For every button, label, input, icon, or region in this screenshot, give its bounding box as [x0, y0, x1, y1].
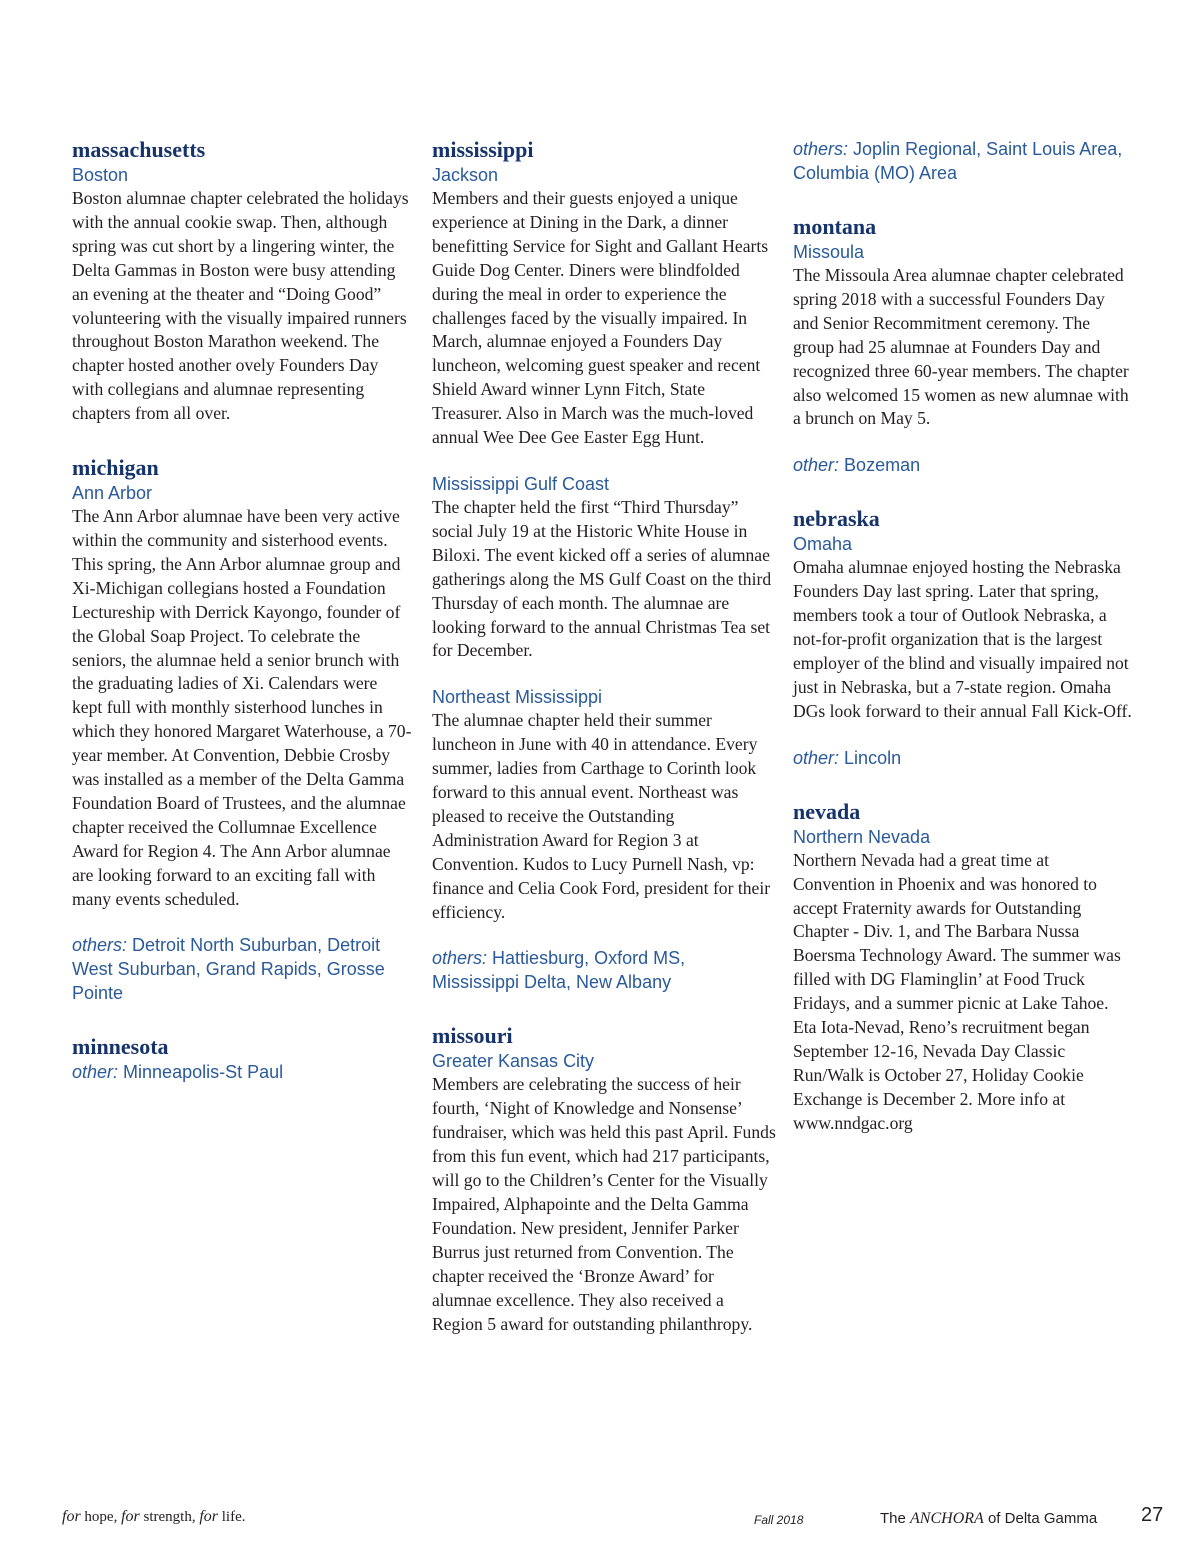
body-text: The Missoula Area alumnae chapter celebrated spring 2018 with a successful Founders Day and Senior Recommitment ceremony. The group had 25 alumnae at Founders Day and recognized three 60-year members. The chapter also welcomed 15 women as new alumnae with a brunch on May 5.	[793, 265, 1129, 429]
body-text: The alumnae chapter held their summer luncheon in June with 40 in attendance. Every summer, ladies from Carthage to Corinth look forward to this annual event. Northeast was pleased to receive the Outstanding Administration Award for Region 3 at Convention. Kudos to Lucy Purnell Nash, vp: finance and Celia Cook Ford, president for their efficiency.	[432, 710, 771, 922]
others-text: Hattiesburg, Oxford MS, Mississippi Delta, New Albany	[432, 948, 686, 993]
city-heading: Omaha	[793, 534, 853, 555]
body-text: Members are celebrating the success of heir fourth, ‘Night of Knowledge and Nonsense’ fundraiser, which was held this past April. Funds from this fun event, which had 217 participants, will go to the Children’s Center for the Visually Impaired, Alphapointe and the Delta Gamma Foundation. New president, Jennifer Parker Burrus just returned from Convention. The chapter received the ‘Bronze Award’ for alumnae excellence. They also received a Region 5 award for outstanding philanthropy.	[432, 1074, 776, 1334]
city-heading: Missoula	[793, 242, 865, 262]
body-text: Boston alumnae chapter celebrated the holidays with the annual cookie swap. Then, although spring was cut short by a lingering winter, the Delta Gammas in Boston were busy attending an evening at the theater and “Doing Good” volunteering with the visually impaired runners throughout Boston Marathon weekend. The chapter hosted another ovely Founders Day with collegians and alumnae representing chapters from all over.	[72, 188, 409, 424]
page-number: 27	[1141, 1504, 1164, 1526]
other-label: other:	[793, 455, 840, 476]
body-text: The Ann Arbor alumnae have been very active within the community and sisterhood events. This spring, the Ann Arbor alumnae group and Xi-Michigan collegians hosted a Foundation Lectureship with Derrick Kayongo, founder of the Global Soap Project. To celebrate the seniors, the alumnae held a senior brunch with the graduating ladies of Xi. Calendars were kept full with monthly sisterhood lunches in which they honored Margaret Waterhouse, a 70-year member. At Convention, Debbie Crosby was installed as a member of the Delta Gamma Foundation Board of Trustees, and the alumnae chapter received the Collumnae Excellence Award for Region 4. The Ann Arbor alumnae are looking forward to an exciting fall with many events scheduled.	[72, 506, 412, 909]
others-label: others:	[793, 139, 849, 159]
mag-rest: of Delta Gamma	[983, 1510, 1098, 1527]
city-heading: Boston	[72, 165, 129, 185]
state-heading: mississippi	[432, 137, 534, 162]
section-missouri	[432, 1023, 777, 1336]
body-text: Northern Nevada had a great time at Convention in Phoenix and was honored to accept Fraternity awards for Outstanding Chapter - Div. 1, and The Barbara Nussa Boersma Technology Award. The summer was filled with DG Flaminglin’ at Food Truck Fridays, and a summer picnic at Lake Tahoe. Eta Iota-Nevad, Reno’s recruitment began September 12-16, Nevada Day Classic Run/Walk is October 27, Holiday Cookie Exchange is December 2. More info at www.nndgac.org	[793, 849, 1121, 1133]
city-heading: Northeast Mississippi	[432, 687, 603, 708]
mag-anchora: ANCHORA	[910, 1510, 984, 1527]
body-text: Members and their guests enjoyed a unique experience at Dining in the Dark, a dinner benefitting Service for Sight and Gallant Hearts Guide Dog Center. Diners were blindfolded during the meal in order to experience the challenges faced by the visually impaired. In March, alumnae enjoyed a Founders Day luncheon, welcoming guest speaker and recent Shield Award winner Lynn Fitch, State Treasurer. Also in March was the much-loved annual Wee Dee Gee Easter Egg Hunt.	[432, 188, 769, 448]
mag-the: The	[880, 1510, 911, 1527]
column-2	[432, 137, 777, 1336]
tagline-strength: strength,	[139, 1509, 200, 1525]
city-heading: Northern Nevada	[793, 826, 931, 847]
state-heading: nebraska	[793, 506, 880, 532]
other-list	[793, 453, 1133, 477]
state-heading: missouri	[432, 1023, 513, 1049]
tagline-life: life.	[218, 1509, 246, 1525]
tagline-for: for	[121, 1508, 140, 1525]
section-michigan	[72, 455, 412, 1005]
other-label: other:	[793, 747, 840, 768]
footer-issue-date: Fall 2018	[754, 1513, 804, 1527]
other-list	[72, 1060, 412, 1084]
column-3	[793, 137, 1133, 1136]
state-heading: michigan	[72, 455, 159, 481]
section-massachusetts	[72, 137, 412, 426]
other-label: other:	[72, 1062, 119, 1083]
city-heading: Ann Arbor	[72, 483, 153, 504]
state-heading: montana	[793, 214, 877, 239]
footer-magazine-title	[880, 1510, 1097, 1528]
others-text: Joplin Regional, Saint Louis Area, Columbia (MO) Area	[793, 139, 1123, 183]
section-montana	[793, 214, 1133, 477]
others-label: others:	[72, 935, 128, 956]
city-heading: Jackson	[432, 165, 499, 185]
state-heading: nevada	[793, 798, 861, 824]
footer-tagline	[62, 1508, 246, 1526]
body-text: The chapter held the first “Third Thursday” social July 19 at the Historic White House in Biloxi. The event kicked off a series of alumnae gatherings along the MS Gulf Coast on the third Thursday of each month. The alumnae are looking forward to the annual Christmas Tea set for December.	[432, 496, 772, 661]
city-heading: Greater Kansas City	[432, 1051, 595, 1072]
other-text: Minneapolis-St Paul	[123, 1062, 284, 1083]
other-text: Lincoln	[844, 747, 902, 768]
city-heading: Mississippi Gulf Coast	[432, 473, 610, 494]
tagline-for: for	[199, 1508, 219, 1525]
other-list	[793, 746, 1133, 770]
others-list	[432, 946, 777, 994]
section-nebraska	[793, 506, 1133, 769]
section-missouri-others	[793, 137, 1133, 185]
others-text: Detroit North Suburban, Detroit West Suburban, Grand Rapids, Grosse Pointe	[72, 935, 385, 1004]
section-mississippi	[432, 137, 777, 994]
section-minnesota	[72, 1034, 412, 1084]
state-heading: minnesota	[72, 1034, 169, 1060]
body-text: Omaha alumnae enjoyed hosting the Nebraska Founders Day last spring. Later that spring, members took a tour of Outlook Nebraska, a not-for-profit organization that is the largest employer of the blind and visually impaired not just in Nebraska, but a 7-state region. Omaha DGs look forward to their annual Fall Kick-Off.	[793, 557, 1132, 721]
column-1	[72, 137, 412, 1084]
other-text: Bozeman	[844, 455, 921, 476]
others-label: others:	[432, 948, 488, 969]
tagline-for: for	[62, 1508, 81, 1525]
others-list	[793, 137, 1133, 185]
tagline-hope: hope,	[80, 1509, 122, 1525]
state-heading: massachusetts	[72, 137, 206, 162]
others-list	[72, 933, 412, 1005]
section-nevada	[793, 799, 1133, 1136]
